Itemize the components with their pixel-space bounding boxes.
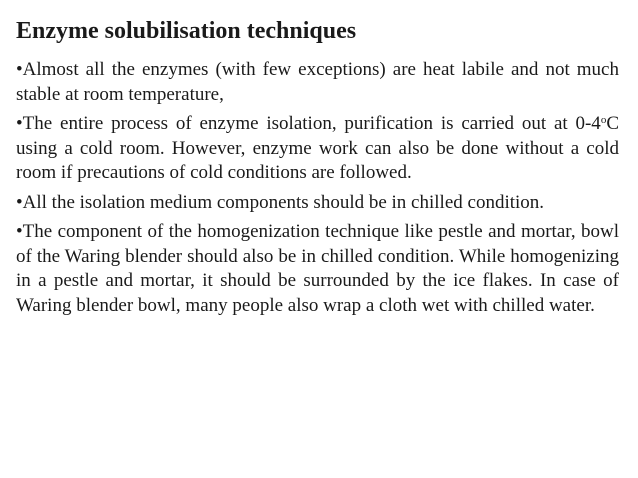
bullet-text: C using a cold room. However, enzyme work can also be done without a cold room if precautions of cold conditions are followed. [16, 113, 619, 183]
bullet-item [16, 58, 619, 107]
bullet-marker: • [16, 191, 23, 213]
bullet-list [16, 58, 619, 323]
bullet-marker: • [16, 113, 23, 134]
bullet-text: Almost all the enzymes (with few exceptions) are heat labile and not much stable at room temperature, [16, 59, 619, 105]
bullet-item [16, 191, 619, 216]
bullet-text: The component of the homogenization technique like pestle and mortar, bowl of the Waring blender should also be in chilled condition. While homogenizing in a pestle and mortar, it should be surrounded by the ice flakes. In case of Waring blender bowl, many people also wrap a cloth wet with chilled water. [16, 221, 619, 316]
bullet-item [16, 220, 619, 318]
bullet-text: The entire process of enzyme isolation, purification is carried out at 0-4 [22, 113, 601, 134]
bullet-text: All the isolation medium components should be in chilled condition. [22, 191, 545, 213]
bullet-item [16, 112, 619, 186]
bullet-marker: • [16, 221, 23, 242]
slide-title: Enzyme solubilisation techniques [16, 18, 357, 44]
bullet-marker: • [16, 59, 23, 80]
degree-superscript: o [600, 114, 607, 126]
